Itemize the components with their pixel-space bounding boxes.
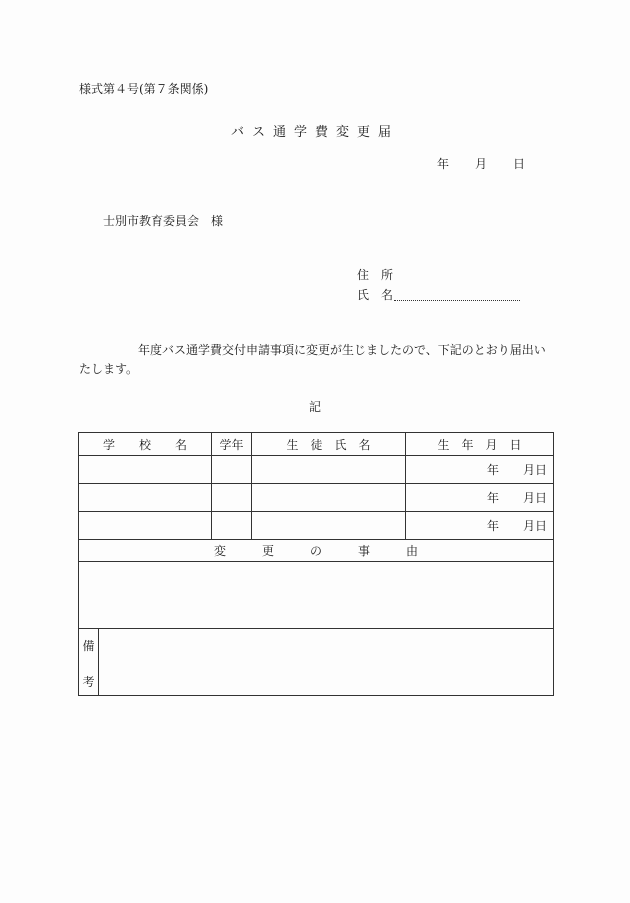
birth-month-label: 月	[522, 519, 535, 533]
date-month-label: 月	[475, 157, 488, 171]
table-row	[79, 512, 554, 540]
cell-birthdate[interactable]	[406, 484, 554, 512]
cell-student[interactable]	[252, 484, 406, 512]
cell-school[interactable]	[79, 484, 212, 512]
header-school: 学 校 名	[79, 433, 212, 456]
address-label: 住 所	[357, 268, 394, 282]
birth-day-label: 日	[535, 519, 548, 533]
name-label: 氏 名	[357, 288, 394, 302]
cell-grade[interactable]	[212, 484, 252, 512]
birth-day-label: 日	[535, 491, 548, 505]
remarks-label-top: 備	[82, 639, 95, 653]
birth-day-label: 日	[535, 463, 548, 477]
table-row	[79, 484, 554, 512]
header-birthdate: 生 年 月 日	[406, 433, 554, 456]
reason-row	[79, 562, 554, 629]
ki-heading: 記	[308, 400, 321, 414]
header-student: 生 徒 氏 名	[252, 433, 406, 456]
cell-birthdate[interactable]	[406, 456, 554, 484]
remarks-row	[79, 629, 554, 696]
cell-student[interactable]	[252, 512, 406, 540]
detail-table	[78, 432, 554, 696]
cell-birthdate[interactable]	[406, 512, 554, 540]
birth-year-label: 年	[486, 463, 499, 477]
reason-header-row	[79, 540, 554, 562]
reason-field[interactable]	[79, 562, 554, 629]
cell-grade[interactable]	[212, 512, 252, 540]
date-day-label: 日	[513, 157, 526, 171]
birth-month-label: 月	[522, 491, 535, 505]
table-row	[79, 456, 554, 484]
header-grade: 学年	[212, 433, 252, 456]
reason-header: 変 更 の 事 由	[79, 540, 554, 562]
submission-date	[437, 155, 525, 172]
cell-school[interactable]	[79, 456, 212, 484]
form-number: 様式第４号(第７条関係)	[79, 82, 209, 96]
cell-school[interactable]	[79, 512, 212, 540]
cell-grade[interactable]	[212, 456, 252, 484]
birth-year-label: 年	[486, 491, 499, 505]
remarks-label-bottom: 考	[82, 675, 95, 689]
remarks-field[interactable]	[99, 629, 554, 696]
date-year-label: 年	[437, 157, 450, 171]
birth-month-label: 月	[522, 463, 535, 477]
remarks-label	[79, 629, 99, 696]
cell-student[interactable]	[252, 456, 406, 484]
table-header-row	[79, 433, 554, 456]
body-text: 年度バス通学費交付申請事項に変更が生じましたので、下記のとおり届出いたします。	[79, 343, 546, 376]
addressee: 士別市教育委員会 様	[103, 214, 224, 228]
birth-year-label: 年	[486, 519, 499, 533]
document-title: バス通学費変更届	[230, 125, 399, 140]
name-field[interactable]	[394, 300, 520, 301]
